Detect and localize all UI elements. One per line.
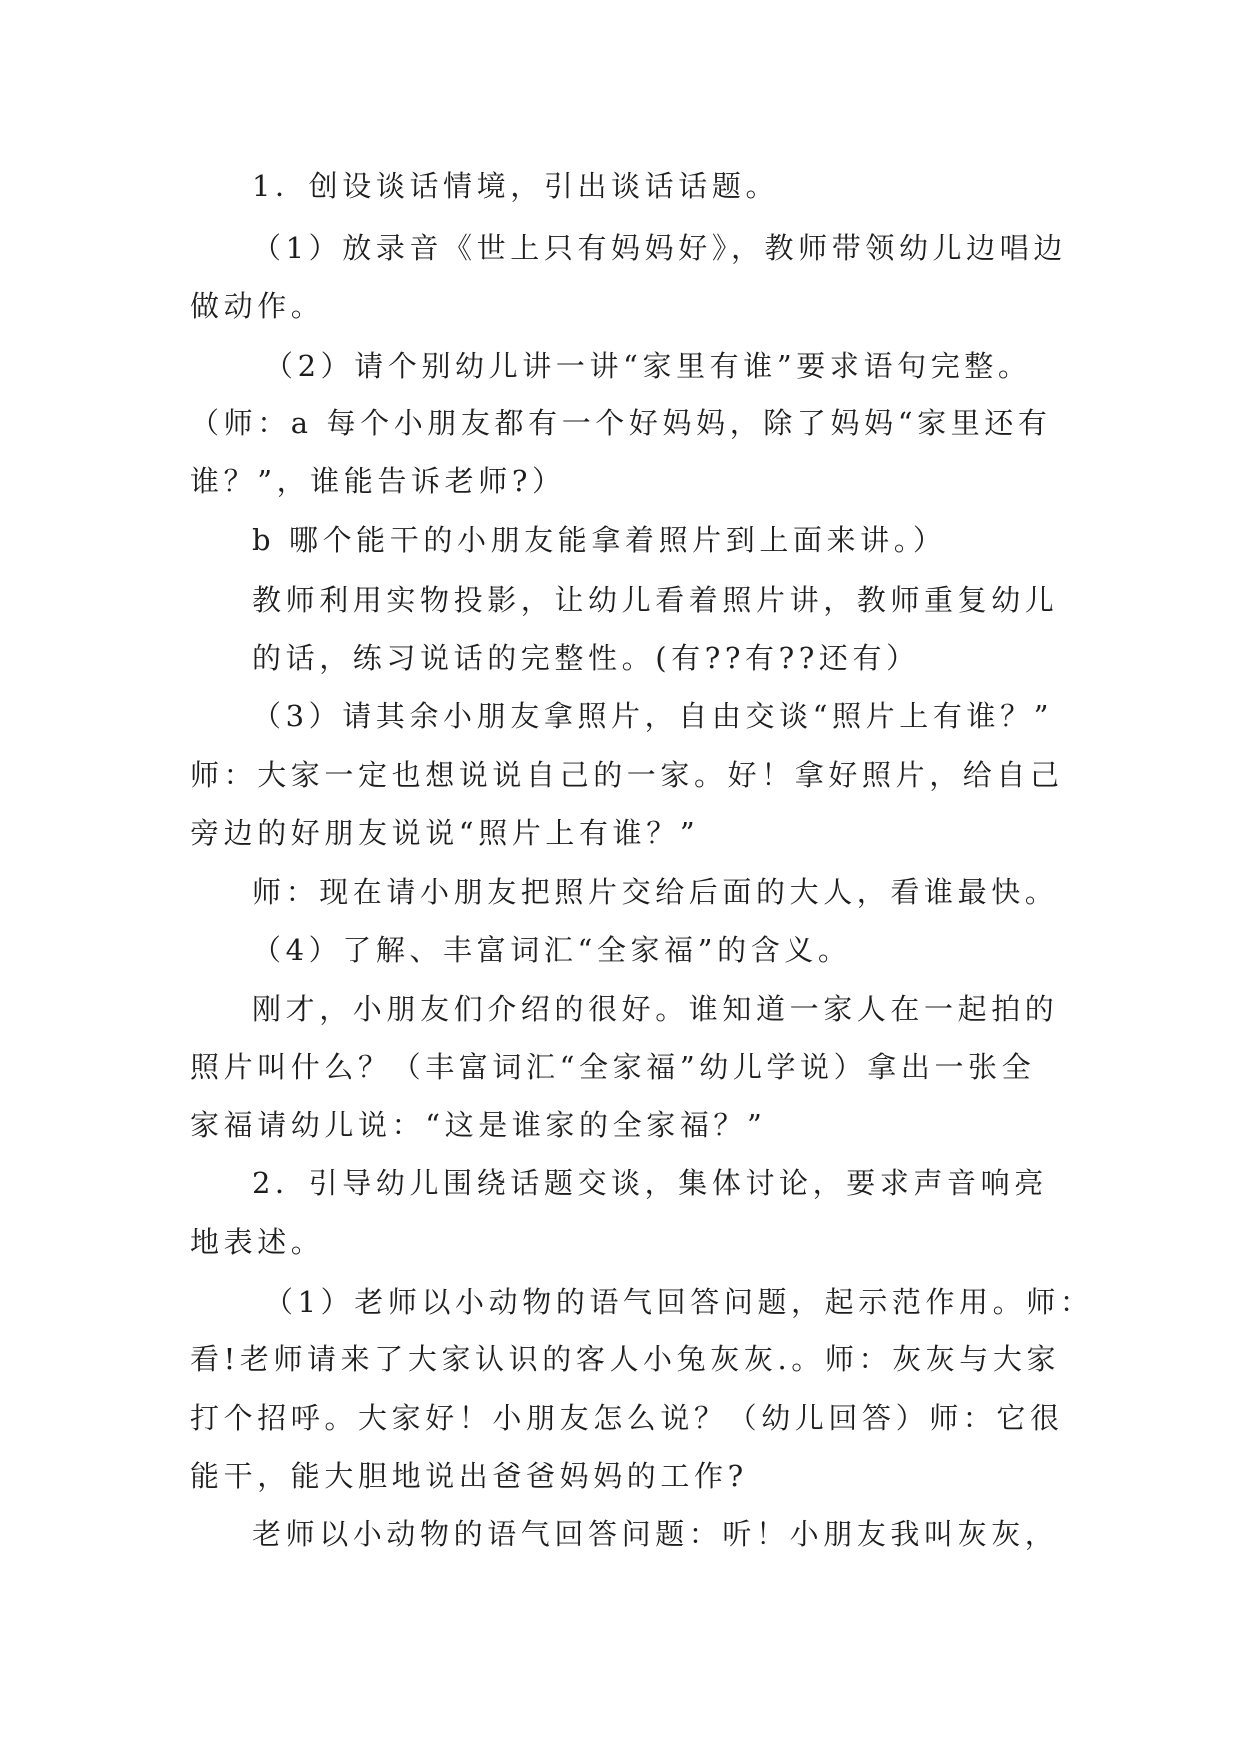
text-line: （1）老师以小动物的语气回答问题，起示范作用。师： (264, 1285, 1094, 1319)
text-line: b 哪个能干的小朋友能拿着照片到上面来讲。） (252, 523, 947, 557)
text-line: （师：a 每个小朋友都有一个好妈妈，除了妈妈“家里还有 (190, 406, 1052, 440)
text-line: （4）了解、丰富词汇“全家福”的含义。 (252, 933, 852, 967)
text-line: 老师以小动物的语气回答问题：听！小朋友我叫灰灰， (252, 1517, 1059, 1551)
text-line: 地表述。 (190, 1225, 325, 1259)
text-line: （1）放录音《世上只有妈妈好》，教师带领幼儿边唱边 (252, 231, 1067, 265)
text-line: 家福请幼儿说：“这是谁家的全家福？” (190, 1108, 767, 1142)
text-line: 教师利用实物投影，让幼儿看着照片讲，教师重复幼儿 (252, 583, 1059, 617)
text-line: 看!老师请来了大家认识的客人小兔灰灰.。师：灰灰与大家 (190, 1342, 1061, 1376)
text-line: 师：现在请小朋友把照片交给后面的大人，看谁最快。 (252, 875, 1059, 909)
text-line: 打个招呼。大家好！小朋友怎么说？（幼儿回答）师：它很 (190, 1401, 1064, 1435)
text-line: 师：大家一定也想说说自己的一家。好！拿好照片，给自己 (190, 758, 1064, 792)
text-line: 照片叫什么？（丰富词汇“全家福”幼儿学说）拿出一张全 (190, 1050, 1036, 1084)
text-line: （3）请其余小朋友拿照片，自由交谈“照片上有谁？” (252, 699, 1054, 733)
text-line: 做动作。 (190, 289, 325, 323)
text-line: 的话，练习说话的完整性。(有??有??还有） (252, 641, 920, 675)
text-line: 1．创设谈话情境，引出谈话话题。 (252, 169, 780, 203)
text-line: （2）请个别幼儿讲一讲“家里有谁”要求语句完整。 (264, 349, 1032, 383)
text-line: 能干，能大胆地说出爸爸妈妈的工作? (190, 1459, 748, 1493)
text-line: 旁边的好朋友说说“照片上有谁？” (190, 816, 700, 850)
text-line: 谁？”，谁能告诉老师?） (190, 464, 566, 498)
text-line: 刚才，小朋友们介绍的很好。谁知道一家人在一起拍的 (252, 992, 1059, 1026)
text-line: 2．引导幼儿围绕话题交谈，集体讨论，要求声音响亮 (252, 1166, 1048, 1200)
